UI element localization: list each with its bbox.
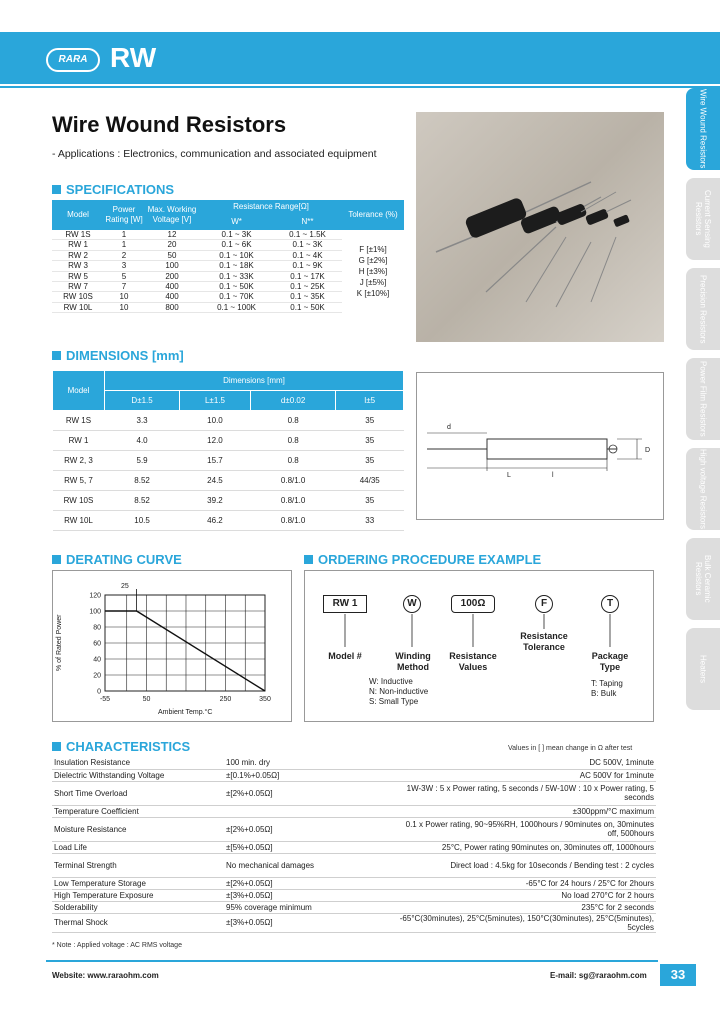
page-title: Wire Wound Resistors xyxy=(52,112,287,137)
x-tick-label: 250 xyxy=(219,696,232,703)
table-row: RW 1S 3.3 10.0 0.8 35 xyxy=(53,411,404,431)
char-name: Load Life xyxy=(52,841,224,853)
y-tick-label: 0 xyxy=(97,688,101,696)
table-row: RW 2 2 50 0.1 ~ 10K 0.1 ~ 4K xyxy=(52,250,404,260)
x-tick-label: -55 xyxy=(99,696,111,703)
resistor-photo xyxy=(416,112,664,342)
code-winding: W xyxy=(403,595,421,613)
char-condition: -65°C(30minutes), 25°C(5minutes), 150°C(30minutes), 25°C(5minutes), 5cycles xyxy=(394,913,656,932)
tab-precision[interactable]: Precision Resistors xyxy=(686,268,720,350)
char-name: Solderability xyxy=(52,901,224,913)
table-row xyxy=(52,853,656,877)
derating-heading: DERATING CURVE xyxy=(52,552,182,567)
tab-wire-wound[interactable]: Wire Wound Resistors xyxy=(686,88,720,170)
series-title: RW xyxy=(110,42,157,73)
characteristics-heading: CHARACTERISTICS xyxy=(52,739,190,754)
label-d: d xyxy=(447,424,451,431)
table-row xyxy=(52,805,656,817)
char-spec: No mechanical damages xyxy=(224,853,394,877)
table-row: RW 2, 3 5.9 15.7 0.8 35 xyxy=(53,451,404,471)
table-row xyxy=(52,817,656,841)
header-divider xyxy=(0,86,720,88)
char-name: Short Time Overload xyxy=(52,781,224,805)
char-spec: 95% coverage minimum xyxy=(224,901,394,913)
char-spec: ±[2%+0.05Ω] xyxy=(224,877,394,889)
series-derating-line xyxy=(137,611,265,691)
char-name: Terminal Strength xyxy=(52,853,224,877)
char-spec: ±[3%+0.05Ω] xyxy=(224,889,394,901)
tab-heaters[interactable]: Heaters xyxy=(686,628,720,710)
char-condition: Direct load : 4.5kg for 10seconds / Bending test : 2 cycles xyxy=(394,853,656,877)
tab-high-voltage[interactable]: High voltage Resistors xyxy=(686,448,720,530)
package-desc: T: Taping B: Bulk xyxy=(591,679,623,698)
y-tick-label: 20 xyxy=(93,672,101,680)
label-D: D xyxy=(645,447,651,454)
char-name: High Temperature Exposure xyxy=(52,889,224,901)
col-L: L±1.5 xyxy=(180,391,251,411)
char-condition: 25°C, Power rating 90minutes on, 30minutes off, 1000hours xyxy=(394,841,656,853)
x-tick-label: 350 xyxy=(259,696,271,703)
tolerance-list: F [±1%] G [±2%] H [±3%] J [±5%] K [±10%] xyxy=(356,244,390,298)
y-tick-label: 40 xyxy=(93,656,101,664)
col-D: D±1.5 xyxy=(105,391,180,411)
table-row xyxy=(52,913,656,932)
char-name: Insulation Resistance xyxy=(52,757,224,769)
char-spec: 100 min. dry xyxy=(224,757,394,769)
specifications-heading: SPECIFICATIONS xyxy=(52,182,174,197)
code-model: RW 1 xyxy=(323,595,367,613)
tab-bulk-ceramic[interactable]: Bulk Ceramic Resistors xyxy=(686,538,720,620)
y-tick-label: 60 xyxy=(93,640,101,648)
char-condition: -65°C for 24 hours / 25°C for 2hours xyxy=(394,877,656,889)
char-condition: 0.1 x Power rating, 90~95%RH, 1000hours / 90minutes on, 30minutes off, 500hours xyxy=(394,817,656,841)
table-row: RW 10L 10 800 0.1 ~ 100K 0.1 ~ 50K xyxy=(52,302,404,312)
char-condition: DC 500V, 1minute xyxy=(394,757,656,769)
code-package: T xyxy=(601,595,619,613)
col-tolerance: Tolerance (%) xyxy=(342,200,404,230)
x-tick-label: 50 xyxy=(142,696,151,703)
char-name: Dielectric Withstanding Voltage xyxy=(52,769,224,781)
header-bar xyxy=(0,32,720,84)
website-link[interactable]: Website: www.raraohm.com xyxy=(52,971,159,980)
table-row: RW 5, 7 8.52 24.5 0.8/1.0 44/35 xyxy=(53,471,404,491)
table-row: RW 10S 10 400 0.1 ~ 70K 0.1 ~ 35K xyxy=(52,292,404,302)
table-row: RW 3 3 100 0.1 ~ 18K 0.1 ~ 9K xyxy=(52,261,404,271)
col-range: Resistance Range[Ω] xyxy=(200,200,342,214)
char-name: Thermal Shock xyxy=(52,913,224,932)
table-row xyxy=(52,889,656,901)
col-voltage: Max. Working Voltage [V] xyxy=(144,200,200,230)
char-spec: ±[0.1%+0.05Ω] xyxy=(224,769,394,781)
derating-box xyxy=(52,570,292,722)
table-row xyxy=(52,901,656,913)
char-condition: 1W-3W : 5 x Power rating, 5 seconds / 5W-10W : 10 x Power rating, 5 seconds xyxy=(394,781,656,805)
dimensions-table xyxy=(52,370,404,531)
char-condition: ±300ppm/°C maximum xyxy=(394,805,656,817)
y-tick-label: 100 xyxy=(89,608,101,616)
label-winding: Winding Method xyxy=(395,651,431,672)
characteristics-note-right: Values in [ ] mean change in Ω after test xyxy=(508,745,633,752)
tab-power-film[interactable]: Power Film Resistors xyxy=(686,358,720,440)
char-name: Moisture Resistance xyxy=(52,817,224,841)
tab-current-sensing[interactable]: Current Sensing Resistors xyxy=(686,178,720,260)
characteristics-table xyxy=(52,757,656,933)
dimension-diagram xyxy=(416,372,664,520)
char-condition: AC 500V for 1minute xyxy=(394,769,656,781)
char-spec: ±[2%+0.05Ω] xyxy=(224,781,394,805)
char-condition: No load 270°C for 2 hours xyxy=(394,889,656,901)
col-l: l±5 xyxy=(336,391,404,411)
col-d: d±0.02 xyxy=(250,391,336,411)
label-l: l xyxy=(552,472,554,479)
col-dimensions: Dimensions [mm] xyxy=(105,371,404,391)
table-row: RW 1 1 20 0.1 ~ 6K 0.1 ~ 3K xyxy=(52,240,404,250)
table-row: RW 1 4.0 12.0 0.8 35 xyxy=(53,431,404,451)
ordering-box xyxy=(304,570,654,722)
y-tick-label: 80 xyxy=(93,624,101,632)
page-number: 33 xyxy=(660,964,696,986)
label-resistance: Resistance Values xyxy=(449,651,497,672)
y-tick-label: 120 xyxy=(89,592,101,600)
code-tolerance: F xyxy=(535,595,553,613)
label-model: Model # xyxy=(328,651,362,661)
email-link[interactable]: E-mail: sg@raraohm.com xyxy=(550,971,647,980)
code-resistance: 100Ω xyxy=(451,595,495,613)
derating-chart xyxy=(53,571,291,721)
ordering-heading: ORDERING PROCEDURE EXAMPLE xyxy=(304,552,541,567)
label-package: Package Type xyxy=(591,651,629,672)
char-spec: ±[3%+0.05Ω] xyxy=(224,913,394,932)
table-row: RW 10L 10.5 46.2 0.8/1.0 33 xyxy=(53,511,404,531)
col-model: Model xyxy=(53,371,105,411)
char-spec: ±[2%+0.05Ω] xyxy=(224,817,394,841)
table-row xyxy=(52,877,656,889)
col-w: W* xyxy=(200,214,273,230)
char-condition: 235°C for 2 seconds xyxy=(394,901,656,913)
table-row xyxy=(52,781,656,805)
table-row: RW 1S 1 12 0.1 ~ 3K 0.1 ~ 1.5K F [±1%] G [±2%] H [±3%] J [±5%] K [±10%] xyxy=(52,230,404,240)
col-n: N** xyxy=(273,214,342,230)
derating-point-label: 25 xyxy=(121,583,129,590)
char-name: Low Temperature Storage xyxy=(52,877,224,889)
char-spec: ±[5%+0.05Ω] xyxy=(224,841,394,853)
table-row: RW 7 7 400 0.1 ~ 50K 0.1 ~ 25K xyxy=(52,282,404,292)
derating-ylabel: % of Rated Power xyxy=(56,614,63,671)
label-tolerance: Resistance Tolerance xyxy=(520,631,568,652)
rara-logo: RARA xyxy=(46,48,100,72)
table-row xyxy=(52,757,656,769)
winding-desc: W: Inductive N: Non-inductive S: Small Type xyxy=(369,677,429,706)
char-name: Temperature Coefficient xyxy=(52,805,224,817)
derating-xlabel: Ambient Temp.°C xyxy=(158,709,213,716)
char-spec xyxy=(224,805,394,817)
table-row: RW 10S 8.52 39.2 0.8/1.0 35 xyxy=(53,491,404,511)
col-power: Power Rating [W] xyxy=(104,200,144,230)
table-row xyxy=(52,841,656,853)
table-row xyxy=(52,769,656,781)
footnote: * Note : Applied voltage : AC RMS voltage xyxy=(52,942,182,949)
specifications-table xyxy=(52,200,404,313)
col-model: Model xyxy=(52,200,104,230)
label-L: L xyxy=(507,472,511,479)
table-row: RW 5 5 200 0.1 ~ 33K 0.1 ~ 17K xyxy=(52,271,404,281)
dimensions-heading: DIMENSIONS [mm] xyxy=(52,348,184,363)
applications-text: - Applications : Electronics, communication and associated equipment xyxy=(52,148,377,160)
